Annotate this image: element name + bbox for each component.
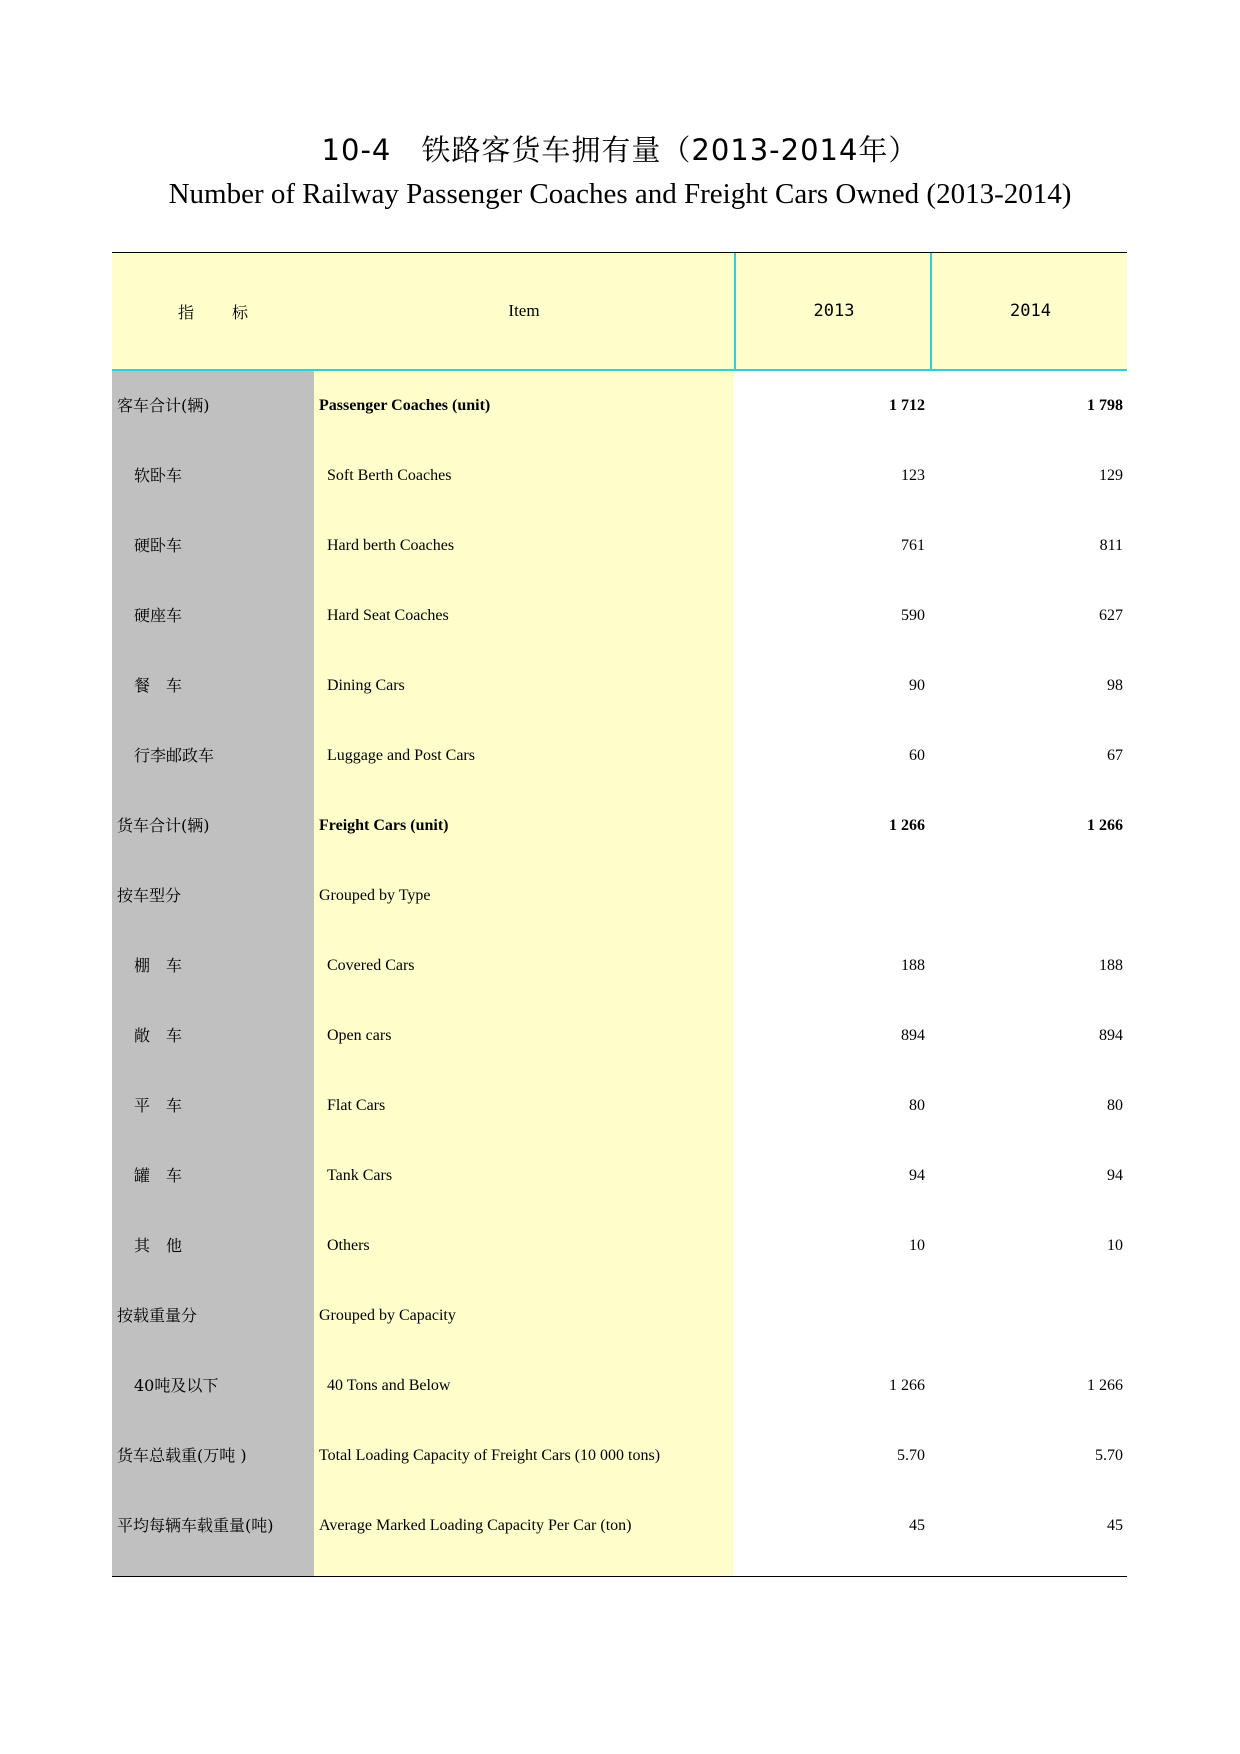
table-row <box>112 1211 1127 1281</box>
row-label-zh: 货车合计(辆) <box>117 816 210 835</box>
row-label-zh: 客车合计(辆) <box>117 396 210 415</box>
row-label-zh: 行李邮政车 <box>134 746 215 765</box>
value-2013: 1 712 <box>889 397 925 414</box>
row-label-en: 40 Tons and Below <box>327 1377 451 1394</box>
value-2014: 98 <box>1107 677 1123 694</box>
table-row <box>112 1141 1127 1211</box>
value-2013: 94 <box>909 1167 925 1184</box>
value-2013 <box>734 1281 925 1351</box>
row-label-en: Open cars <box>327 1027 392 1044</box>
value-2013: 894 <box>901 1027 925 1044</box>
value-2013: 761 <box>901 537 925 554</box>
value-2014: 45 <box>1107 1517 1123 1534</box>
page-title-cn: 10-4 铁路客货车拥有量（2013-2014年） <box>321 133 919 167</box>
row-label-zh: 货车总载重(万吨 ) <box>117 1446 247 1465</box>
row-label-en: Hard Seat Coaches <box>327 607 449 624</box>
value-2013: 60 <box>909 747 925 764</box>
value-2013: 45 <box>909 1517 925 1534</box>
value-2013: 123 <box>901 467 925 484</box>
value-2013: 590 <box>901 607 925 624</box>
row-label-zh: 40吨及以下 <box>134 1376 219 1395</box>
table-row <box>112 371 1127 441</box>
value-2014: 129 <box>1099 467 1123 484</box>
row-label-en: Flat Cars <box>327 1097 386 1114</box>
row-label-en: Average Marked Loading Capacity Per Car (ton) <box>319 1517 632 1534</box>
row-label-zh: 棚 车 <box>134 956 183 975</box>
row-label-zh: 餐 车 <box>134 676 183 695</box>
table-row <box>112 1071 1127 1141</box>
row-label-en: Luggage and Post Cars <box>327 747 475 764</box>
row-label-en: Grouped by Type <box>319 887 431 904</box>
value-2013: 1 266 <box>889 1377 925 1394</box>
value-2013: 188 <box>901 957 925 974</box>
table-bottom-rule <box>112 1576 1127 1577</box>
row-label-zh: 按载重量分 <box>117 1306 198 1325</box>
table-row <box>112 721 1127 791</box>
table-row <box>112 1421 1127 1491</box>
row-label-zh: 罐 车 <box>134 1166 183 1185</box>
row-label-zh: 平 车 <box>134 1096 183 1115</box>
table-body <box>112 371 1127 1576</box>
row-label-en: Total Loading Capacity of Freight Cars (10 000 tons) <box>319 1447 661 1464</box>
table-row <box>112 581 1127 651</box>
value-2014: 1 266 <box>1087 1377 1123 1394</box>
table-row <box>112 1281 1127 1351</box>
value-2014: 627 <box>1099 607 1123 624</box>
value-2014 <box>930 861 1123 931</box>
row-label-en: Grouped by Capacity <box>319 1307 456 1324</box>
header-item: Item <box>508 301 540 320</box>
value-2014: 894 <box>1099 1027 1123 1044</box>
value-2014: 188 <box>1099 957 1123 974</box>
table-row <box>112 791 1127 861</box>
value-2014: 10 <box>1107 1237 1123 1254</box>
row-label-zh: 敞 车 <box>134 1026 183 1045</box>
value-2013 <box>734 861 925 931</box>
row-label-zh: 其 他 <box>134 1236 183 1255</box>
value-2014: 1 798 <box>1087 397 1123 414</box>
value-2014: 67 <box>1107 747 1123 764</box>
row-label-en: Dining Cars <box>327 677 405 694</box>
value-2014: 94 <box>1107 1167 1123 1184</box>
page-title-en: Number of Railway Passenger Coaches and Freight Cars Owned (2013-2014) <box>168 178 1072 210</box>
header-year-2013: 2013 <box>734 253 932 369</box>
row-label-en: Passenger Coaches (unit) <box>319 397 491 414</box>
table-row <box>112 1001 1127 1071</box>
table-header <box>112 253 1127 371</box>
row-label-en: Tank Cars <box>327 1167 393 1184</box>
row-label-zh: 硬卧车 <box>134 536 183 555</box>
value-2014: 5.70 <box>1095 1447 1123 1464</box>
table-row <box>112 1351 1127 1421</box>
row-label-zh: 平均每辆车载重量(吨) <box>117 1516 274 1535</box>
value-2013: 80 <box>909 1097 925 1114</box>
value-2014: 811 <box>1099 537 1123 554</box>
table-row <box>112 931 1127 1001</box>
row-label-en: Soft Berth Coaches <box>327 467 452 484</box>
row-label-en: Hard berth Coaches <box>327 537 455 554</box>
value-2013: 1 266 <box>889 817 925 834</box>
value-2014: 80 <box>1107 1097 1123 1114</box>
row-label-zh: 软卧车 <box>134 466 183 485</box>
header-indicator-zh: 指标 <box>177 302 286 322</box>
table-row <box>112 441 1127 511</box>
value-2014 <box>930 1281 1123 1351</box>
row-label-zh: 硬座车 <box>134 606 183 625</box>
value-2013: 90 <box>909 677 925 694</box>
value-2014: 1 266 <box>1087 817 1123 834</box>
row-label-en: Others <box>327 1237 370 1254</box>
table-row <box>112 861 1127 931</box>
value-2013: 10 <box>909 1237 925 1254</box>
row-label-en: Covered Cars <box>327 957 415 974</box>
row-label-zh: 按车型分 <box>117 886 182 905</box>
table-row <box>112 651 1127 721</box>
value-2013: 5.70 <box>897 1447 925 1464</box>
table-row <box>112 1491 1127 1561</box>
row-label-en: Freight Cars (unit) <box>319 817 449 834</box>
header-year-2014: 2014 <box>930 253 1129 369</box>
table-row <box>112 511 1127 581</box>
